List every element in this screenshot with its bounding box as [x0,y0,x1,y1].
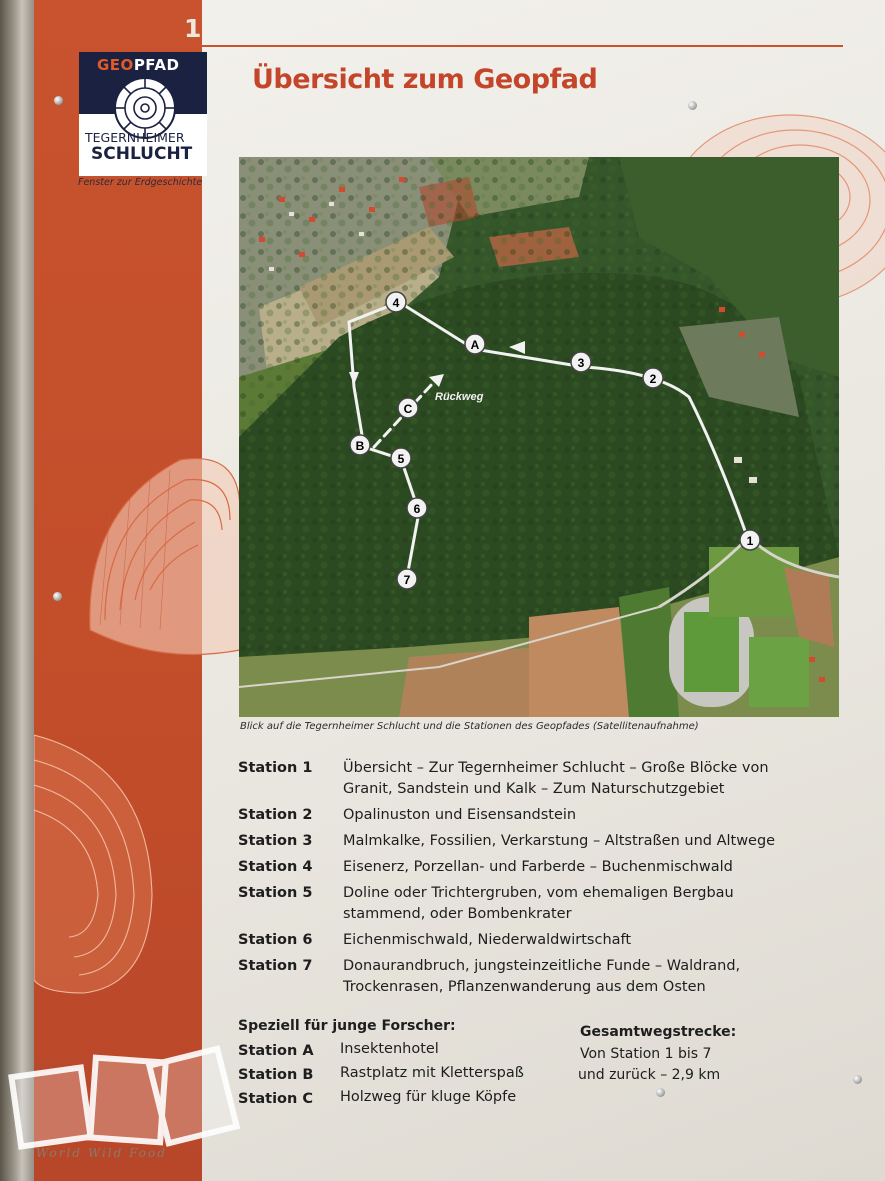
ammonite-shell-middle [80,450,245,680]
logo-tagline: Fenster zur Erdgeschichte [78,177,203,188]
station-label: Station 7 [238,958,313,974]
station-row [238,805,848,826]
young-station-row [238,1089,524,1110]
screw [53,592,62,601]
station-label: Station 1 [238,760,313,776]
satellite-map [239,157,839,717]
screw [688,101,697,110]
total-distance-title: Gesamtwegstrecke: [580,1024,737,1040]
young-explorers-title: Speziell für junge Forscher: [238,1018,456,1034]
sign-number: 1 [184,14,202,43]
young-station-label: Station C [238,1091,314,1107]
svg-text:A: A [470,338,480,352]
total-distance-line2: und zurück – 2,9 km [578,1067,721,1083]
marker-4 [386,292,406,312]
station-row [238,857,848,878]
route-markers [239,157,839,717]
young-station-text: Holzweg für kluge Köpfe [340,1089,517,1105]
marker-A [465,334,485,354]
marker-2 [643,368,663,388]
world-wild-food-watermark [8,1042,248,1172]
station-label: Station 5 [238,885,313,901]
screw [656,1088,665,1097]
station-text: Doline oder Trichtergruben, vom ehemaligen Bergbau stammend, oder Bombenkrater [343,885,734,922]
young-station-row [238,1065,524,1086]
svg-text:1: 1 [746,534,754,548]
station-row [238,883,848,925]
header-rule [48,45,843,47]
ammonite-shell-bottom [34,725,159,1000]
station-row [238,956,848,998]
young-station-label: Station B [238,1067,314,1083]
young-station-label: Station A [238,1043,314,1059]
logo-line-schlucht: SCHLUCHT [91,144,193,164]
svg-text:4: 4 [392,296,400,310]
screw [54,96,63,105]
station-text: Opalinuston und Eisensandstein [343,807,577,823]
svg-text:2: 2 [649,372,657,386]
young-station-text: Rastplatz mit Kletterspaß [340,1065,524,1081]
station-text: Eichenmischwald, Niederwaldwirtschaft [343,932,632,948]
svg-text:3: 3 [577,356,585,370]
station-row [238,930,848,951]
station-text: Donaurandbruch, jungsteinzeitliche Funde – Waldrand, Trockenrasen, Pflanzenwanderung aus dem Osten [343,958,741,995]
station-text: Übersicht – Zur Tegernheimer Schlucht – Große Blöcke von Granit, Sandstein und Kalk – Zum Naturschutzgebiet [343,760,769,797]
return-path-label: Rückweg [435,391,484,403]
stations-list [238,758,848,1003]
svg-text:7: 7 [403,573,411,587]
page-title: Übersicht zum Geopfad [252,64,598,95]
station-label: Station 4 [238,859,313,875]
marker-6 [407,498,427,518]
total-distance-line1: Von Station 1 bis 7 [580,1046,712,1062]
station-row [238,831,848,852]
young-station-text: Insektenhotel [340,1041,439,1057]
screw [853,1075,862,1084]
young-explorers-list [238,1041,524,1113]
map-caption: Blick auf die Tegernheimer Schlucht und die Stationen des Geopfades (Satellitenaufnahme) [240,721,699,732]
young-station-row [238,1041,524,1062]
svg-text:World Wild Food: World Wild Food [36,1146,167,1160]
logo-banner [79,52,207,114]
station-text: Malmkalke, Fossilien, Verkarstung – Altstraßen und Altwege [343,833,776,849]
marker-7 [397,569,417,589]
marker-5 [391,448,411,468]
logo-line-tegernheimer: TEGERNHEIMER [85,130,185,145]
geopfad-logo [79,52,207,176]
station-label: Station 2 [238,807,313,823]
station-label: Station 6 [238,932,313,948]
marker-C [398,398,418,418]
logo-geopfad-text: GEOPFAD [97,56,180,74]
station-label: Station 3 [238,833,313,849]
marker-B [350,435,370,455]
svg-text:5: 5 [397,452,405,466]
svg-text:C: C [403,402,413,416]
svg-text:6: 6 [413,502,421,516]
station-row [238,758,848,800]
marker-1 [740,530,760,550]
marker-3 [571,352,591,372]
svg-text:B: B [355,439,365,453]
station-text: Eisenerz, Porzellan- und Farberde – Buchenmischwald [343,859,733,875]
